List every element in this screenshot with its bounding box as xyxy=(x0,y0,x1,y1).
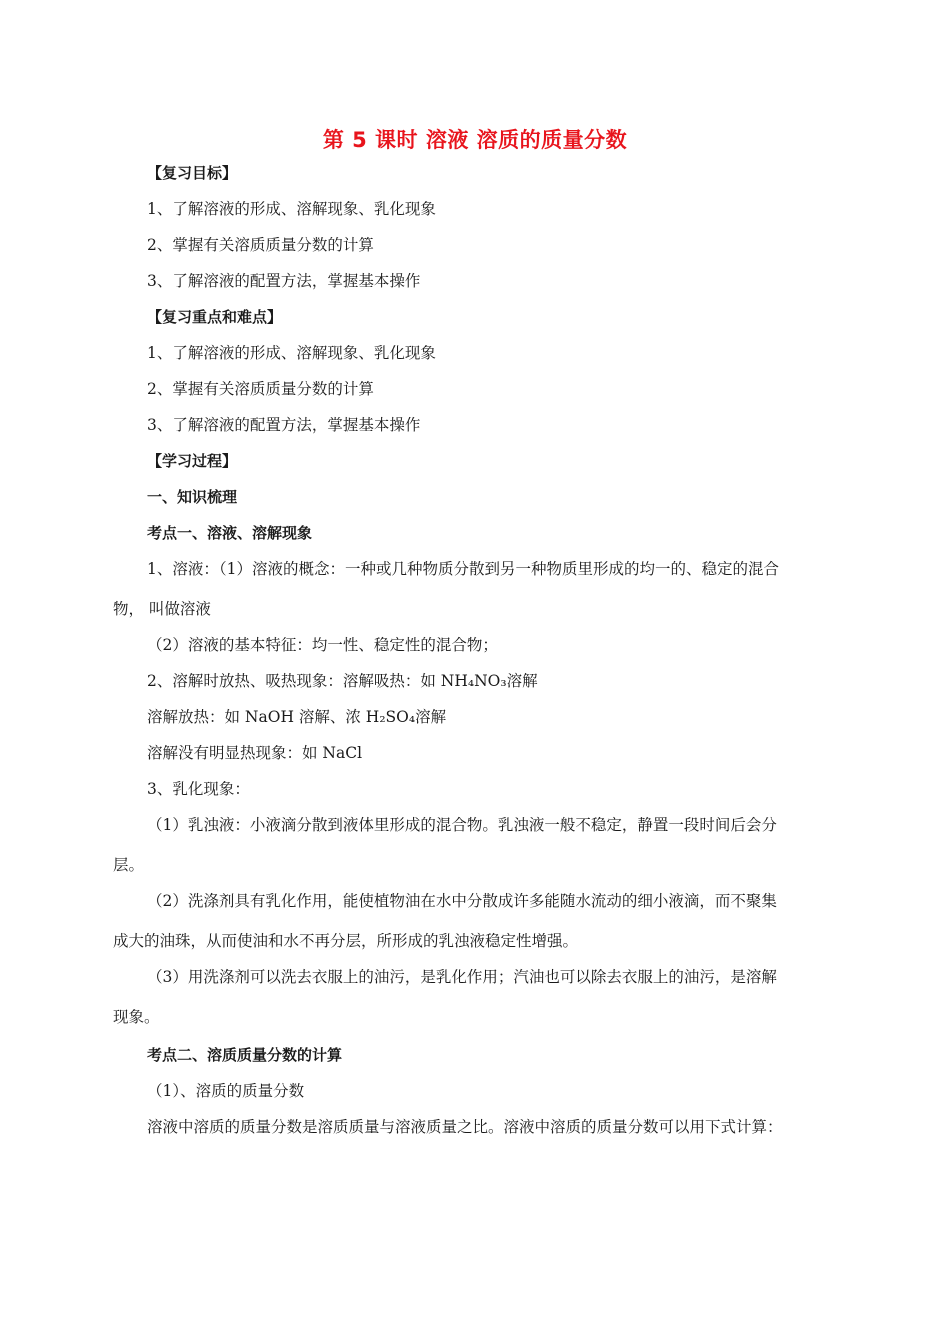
key-point-item-1: 1、了解溶液的形成、溶解现象、乳化现象 xyxy=(147,344,436,362)
page-title: 第 5 课时 溶液 溶质的质量分数 xyxy=(322,128,628,152)
point2-subheading: （1）、溶质的质量分数 xyxy=(147,1082,305,1100)
key-point-item-2: 2、掌握有关溶质质量分数的计算 xyxy=(147,380,374,398)
paragraph-solution-line2: 物， 叫做溶液 xyxy=(113,600,211,618)
emulsion-item1-line1: （1）乳浊液：小液滴分散到液体里形成的混合物。乳浊液一般不稳定，静置一段时间后会分 xyxy=(147,816,777,834)
emulsion-heading: 3、乳化现象： xyxy=(147,780,250,798)
paragraph-heat-line3: 溶解没有明显热现象：如 NaCl xyxy=(147,744,363,762)
point2-paragraph: 溶液中溶质的质量分数是溶质质量与溶液质量之比。溶液中溶质的质量分数可以用下式计算： xyxy=(147,1118,783,1136)
paragraph-solution-line1: 1、溶液：（1）溶液的概念：一种或几种物质分散到另一种物质里形成的均一的、稳定的混合 xyxy=(147,560,779,578)
emulsion-item3-line1: （3）用洗涤剂可以洗去衣服上的油污，是乳化作用；汽油也可以除去衣服上的油污，是溶解 xyxy=(147,968,777,986)
goal-item-2: 2、掌握有关溶质质量分数的计算 xyxy=(147,236,374,254)
review-goals-heading: 【复习目标】 xyxy=(147,164,238,182)
point2-heading: 考点二、溶质质量分数的计算 xyxy=(147,1046,343,1064)
emulsion-item2-line1: （2）洗涤剂具有乳化作用，能使植物油在水中分散成许多能随水流动的细小液滴，而不聚集 xyxy=(147,892,777,910)
emulsion-item2-line2: 成大的油珠，从而使油和水不再分层，所形成的乳浊液稳定性增强。 xyxy=(113,932,579,950)
paragraph-heat-line1: 2、溶解时放热、吸热现象：溶解吸热：如 NH₄NO₃溶解 xyxy=(147,672,538,690)
process-heading: 【学习过程】 xyxy=(147,452,238,470)
emulsion-item1-line2: 层。 xyxy=(113,856,145,874)
goal-item-1: 1、了解溶液的形成、溶解现象、乳化现象 xyxy=(147,200,436,218)
knowledge-heading: 一、知识梳理 xyxy=(147,488,238,506)
key-point-item-3: 3、了解溶液的配置方法，掌握基本操作 xyxy=(147,416,421,434)
point1-heading: 考点一、溶液、溶解现象 xyxy=(147,524,313,542)
emulsion-item3-line2: 现象。 xyxy=(113,1008,160,1026)
paragraph-solution-line3: （2）溶液的基本特征：均一性、稳定性的混合物； xyxy=(147,636,498,654)
key-points-heading: 【复习重点和难点】 xyxy=(147,308,283,326)
goal-item-3: 3、了解溶液的配置方法，掌握基本操作 xyxy=(147,272,421,290)
paragraph-heat-line2: 溶解放热：如 NaOH 溶解、浓 H₂SO₄溶解 xyxy=(147,708,447,726)
